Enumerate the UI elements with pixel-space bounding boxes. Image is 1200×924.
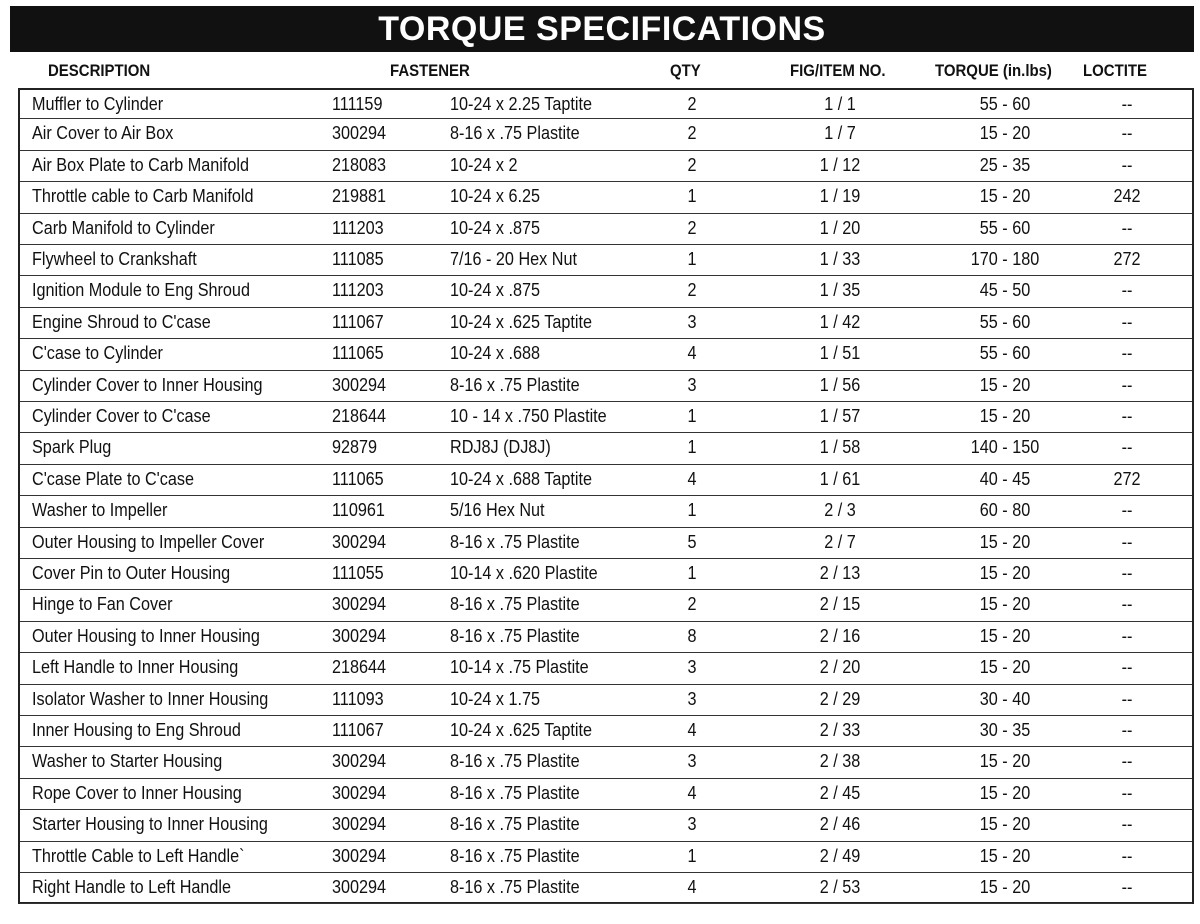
row-torque: 15 - 20 — [979, 123, 1031, 144]
row-loctite: -- — [1121, 657, 1133, 678]
row-qty: 5 — [687, 531, 697, 552]
row-qty: 2 — [687, 154, 697, 175]
row-torque: 30 - 35 — [979, 720, 1031, 740]
header-description: DESCRIPTION — [48, 61, 151, 80]
row-fastener-spec: 8-16 x .75 Plastite — [450, 123, 580, 144]
row-part-number: 300294 — [332, 877, 387, 897]
row-part-number: 111085 — [332, 249, 384, 269]
row-loctite: -- — [1121, 217, 1133, 238]
table-row — [20, 747, 1192, 778]
row-fig-item: 2 / 16 — [819, 625, 861, 646]
table-row — [20, 465, 1192, 496]
row-loctite: -- — [1121, 688, 1133, 709]
row-fig-item: 2 / 20 — [819, 657, 861, 678]
row-description: Starter Housing to Inner Housing — [32, 814, 268, 835]
row-torque: 15 - 20 — [979, 877, 1031, 897]
row-description: C'case Plate to C'case — [32, 468, 194, 489]
row-loctite: -- — [1121, 625, 1133, 646]
row-fastener-spec: 10-24 x 1.75 — [450, 688, 541, 709]
row-fig-item: 1 / 20 — [819, 217, 861, 238]
row-loctite: -- — [1121, 877, 1133, 897]
row-description: Throttle Cable to Left Handle` — [32, 845, 245, 866]
row-fig-item: 2 / 3 — [824, 500, 856, 521]
row-fastener-spec: 10-24 x .688 Taptite — [450, 468, 593, 489]
row-qty: 4 — [687, 877, 697, 897]
row-torque: 140 - 150 — [970, 437, 1040, 458]
row-qty: 1 — [687, 249, 697, 269]
table-row — [20, 622, 1192, 653]
row-part-number: 111203 — [332, 280, 384, 301]
row-fig-item: 1 / 12 — [819, 154, 861, 175]
table-row — [20, 371, 1192, 402]
row-qty: 1 — [687, 563, 697, 583]
row-torque: 15 - 20 — [979, 563, 1031, 583]
table-row — [20, 779, 1192, 810]
page-title: TORQUE SPECIFICATIONS — [378, 10, 826, 48]
row-fig-item: 1 / 57 — [819, 406, 861, 426]
row-fig-item: 1 / 51 — [819, 343, 861, 364]
row-qty: 3 — [687, 657, 697, 678]
row-description: Throttle cable to Carb Manifold — [32, 186, 254, 207]
row-fastener-spec: 7/16 - 20 Hex Nut — [450, 249, 577, 269]
row-loctite: -- — [1121, 594, 1133, 615]
row-fig-item: 2 / 45 — [819, 782, 861, 803]
row-fastener-spec: 10-24 x 2 — [450, 154, 518, 175]
row-description: Washer to Impeller — [32, 500, 168, 521]
row-part-number: 300294 — [332, 123, 387, 144]
row-description: Cylinder Cover to C'case — [32, 406, 211, 426]
row-loctite: -- — [1121, 123, 1133, 144]
row-description: Washer to Starter Housing — [32, 751, 223, 772]
row-fastener-spec: 8-16 x .75 Plastite — [450, 814, 580, 835]
row-torque: 55 - 60 — [979, 311, 1031, 332]
row-fastener-spec: 8-16 x .75 Plastite — [450, 782, 580, 803]
row-part-number: 300294 — [332, 782, 387, 803]
row-fig-item: 1 / 58 — [819, 437, 861, 458]
table-row — [20, 182, 1192, 213]
row-qty: 2 — [687, 280, 697, 301]
row-fastener-spec: 10-24 x 6.25 — [450, 186, 541, 207]
row-qty: 3 — [687, 374, 697, 395]
row-loctite: -- — [1121, 406, 1133, 426]
row-torque: 25 - 35 — [979, 154, 1031, 175]
row-fig-item: 1 / 42 — [819, 311, 861, 332]
row-loctite: -- — [1121, 720, 1133, 740]
row-fastener-spec: 10-24 x 2.25 Taptite — [450, 94, 593, 114]
row-fastener-spec: 8-16 x .75 Plastite — [450, 845, 580, 866]
table-row — [20, 842, 1192, 873]
row-description: Hinge to Fan Cover — [32, 594, 173, 615]
row-description: Right Handle to Left Handle — [32, 877, 232, 897]
row-part-number: 111065 — [332, 343, 384, 364]
row-part-number: 300294 — [332, 374, 387, 395]
table-row — [20, 151, 1192, 182]
table-row — [20, 308, 1192, 339]
row-description: Cylinder Cover to Inner Housing — [32, 374, 263, 395]
row-part-number: 111067 — [332, 720, 384, 740]
row-loctite: -- — [1121, 280, 1133, 301]
table-row — [20, 810, 1192, 841]
row-torque: 55 - 60 — [979, 343, 1031, 364]
row-qty: 1 — [687, 437, 697, 458]
row-loctite: 272 — [1113, 468, 1141, 489]
row-qty: 4 — [687, 343, 697, 364]
row-part-number: 300294 — [332, 751, 387, 772]
row-loctite: 272 — [1113, 249, 1141, 269]
row-part-number: 111067 — [332, 311, 384, 332]
row-torque: 15 - 20 — [979, 594, 1031, 615]
row-fig-item: 2 / 29 — [819, 688, 861, 709]
row-part-number: 111093 — [332, 688, 384, 709]
row-description: C'case to Cylinder — [32, 343, 163, 364]
row-part-number: 218083 — [332, 154, 387, 175]
row-loctite: -- — [1121, 311, 1133, 332]
table-row — [20, 496, 1192, 527]
row-fastener-spec: 8-16 x .75 Plastite — [450, 751, 580, 772]
row-part-number: 218644 — [332, 406, 387, 426]
row-description: Muffler to Cylinder — [32, 94, 164, 114]
row-fig-item: 2 / 49 — [819, 845, 861, 866]
header-fig-item: FIG/ITEM NO. — [790, 61, 886, 80]
row-torque: 55 - 60 — [979, 94, 1031, 114]
spec-table — [18, 88, 1194, 904]
row-torque: 15 - 20 — [979, 374, 1031, 395]
row-qty: 1 — [687, 186, 697, 207]
row-part-number: 111055 — [332, 563, 384, 583]
header-loctite: LOCTITE — [1083, 61, 1147, 80]
row-loctite: -- — [1121, 563, 1133, 583]
row-description: Ignition Module to Eng Shroud — [32, 280, 250, 301]
torque-spec-sheet — [10, 6, 1194, 912]
row-fig-item: 2 / 53 — [819, 877, 861, 897]
row-description: Outer Housing to Inner Housing — [32, 625, 260, 646]
header-fastener: FASTENER — [390, 61, 470, 80]
row-description: Flywheel to Crankshaft — [32, 249, 197, 269]
row-fastener-spec: 8-16 x .75 Plastite — [450, 374, 580, 395]
row-fig-item: 2 / 13 — [819, 563, 861, 583]
row-fig-item: 1 / 33 — [819, 249, 861, 269]
row-fig-item: 1 / 35 — [819, 280, 861, 301]
table-row — [20, 245, 1192, 276]
row-part-number: 219881 — [332, 186, 387, 207]
row-torque: 15 - 20 — [979, 751, 1031, 772]
table-header — [10, 56, 1194, 88]
row-fastener-spec: 8-16 x .75 Plastite — [450, 531, 580, 552]
table-row — [20, 559, 1192, 590]
row-loctite: -- — [1121, 782, 1133, 803]
row-description: Inner Housing to Eng Shroud — [32, 720, 241, 740]
table-row — [20, 716, 1192, 747]
row-torque: 15 - 20 — [979, 657, 1031, 678]
row-fig-item: 1 / 61 — [819, 468, 861, 489]
row-qty: 8 — [687, 625, 697, 646]
row-fig-item: 2 / 33 — [819, 720, 861, 740]
row-qty: 4 — [687, 468, 697, 489]
row-part-number: 218644 — [332, 657, 387, 678]
row-loctite: -- — [1121, 845, 1133, 866]
row-fastener-spec: 8-16 x .75 Plastite — [450, 594, 580, 615]
row-loctite: -- — [1121, 343, 1133, 364]
table-row — [20, 685, 1192, 716]
row-loctite: -- — [1121, 437, 1133, 458]
row-fig-item: 1 / 7 — [824, 123, 856, 144]
row-part-number: 111159 — [332, 94, 383, 114]
row-torque: 45 - 50 — [979, 280, 1031, 301]
table-row — [20, 528, 1192, 559]
row-part-number: 92879 — [332, 437, 378, 458]
table-row — [20, 433, 1192, 464]
row-torque: 60 - 80 — [979, 500, 1031, 521]
table-row — [20, 590, 1192, 621]
row-description: Spark Plug — [32, 437, 112, 458]
row-description: Isolator Washer to Inner Housing — [32, 688, 269, 709]
row-description: Outer Housing to Impeller Cover — [32, 531, 265, 552]
header-qty: QTY — [670, 61, 701, 80]
row-part-number: 300294 — [332, 531, 387, 552]
row-fastener-spec: 10-24 x .875 — [450, 280, 541, 301]
row-qty: 2 — [687, 94, 697, 114]
row-qty: 4 — [687, 720, 697, 740]
row-fig-item: 1 / 56 — [819, 374, 861, 395]
row-description: Carb Manifold to Cylinder — [32, 217, 215, 238]
row-loctite: -- — [1121, 374, 1133, 395]
header-torque: TORQUE (in.lbs) — [935, 61, 1052, 80]
row-description: Left Handle to Inner Housing — [32, 657, 239, 678]
row-qty: 2 — [687, 594, 697, 615]
row-torque: 15 - 20 — [979, 625, 1031, 646]
row-torque: 15 - 20 — [979, 782, 1031, 803]
row-torque: 15 - 20 — [979, 845, 1031, 866]
row-torque: 15 - 20 — [979, 531, 1031, 552]
table-row — [20, 339, 1192, 370]
row-qty: 2 — [687, 217, 697, 238]
row-fig-item: 2 / 46 — [819, 814, 861, 835]
row-fig-item: 2 / 38 — [819, 751, 861, 772]
row-fastener-spec: 5/16 Hex Nut — [450, 500, 545, 521]
row-torque: 55 - 60 — [979, 217, 1031, 238]
row-description: Air Box Plate to Carb Manifold — [32, 154, 250, 175]
row-loctite: -- — [1121, 751, 1133, 772]
row-description: Rope Cover to Inner Housing — [32, 782, 242, 803]
row-part-number: 111065 — [332, 468, 384, 489]
row-qty: 3 — [687, 688, 697, 709]
row-fig-item: 1 / 19 — [819, 186, 861, 207]
row-part-number: 300294 — [332, 814, 387, 835]
row-fastener-spec: 10 - 14 x .750 Plastite — [450, 406, 607, 426]
row-description: Air Cover to Air Box — [32, 123, 174, 144]
row-qty: 4 — [687, 782, 697, 803]
row-qty: 1 — [687, 845, 697, 866]
row-fastener-spec: 8-16 x .75 Plastite — [450, 625, 580, 646]
table-row — [20, 402, 1192, 433]
row-torque: 170 - 180 — [970, 249, 1040, 269]
row-torque: 40 - 45 — [979, 468, 1031, 489]
row-fig-item: 2 / 7 — [824, 531, 856, 552]
row-fastener-spec: 10-24 x .688 — [450, 343, 541, 364]
title-bar — [10, 6, 1194, 52]
row-loctite: -- — [1121, 500, 1133, 521]
row-loctite: -- — [1121, 531, 1133, 552]
row-qty: 1 — [687, 500, 697, 521]
row-torque: 30 - 40 — [979, 688, 1031, 709]
row-part-number: 300294 — [332, 625, 387, 646]
row-loctite: -- — [1121, 814, 1133, 835]
row-loctite: -- — [1121, 154, 1133, 175]
row-torque: 15 - 20 — [979, 186, 1031, 207]
row-qty: 1 — [687, 406, 697, 426]
row-loctite: 242 — [1113, 186, 1141, 207]
table-row — [20, 214, 1192, 245]
row-part-number: 300294 — [332, 594, 387, 615]
row-fastener-spec: 10-24 x .875 — [450, 217, 541, 238]
table-row — [20, 119, 1192, 150]
row-part-number: 300294 — [332, 845, 387, 866]
row-fastener-spec: 8-16 x .75 Plastite — [450, 877, 580, 897]
row-fig-item: 2 / 15 — [819, 594, 861, 615]
row-part-number: 110961 — [332, 500, 385, 521]
row-loctite: -- — [1121, 94, 1133, 114]
row-torque: 15 - 20 — [979, 814, 1031, 835]
row-fastener-spec: 10-14 x .620 Plastite — [450, 563, 598, 583]
row-qty: 3 — [687, 311, 697, 332]
row-qty: 3 — [687, 751, 697, 772]
row-qty: 3 — [687, 814, 697, 835]
row-fastener-spec: RDJ8J (DJ8J) — [450, 437, 551, 458]
row-description: Engine Shroud to C'case — [32, 311, 211, 332]
row-description: Cover Pin to Outer Housing — [32, 563, 231, 583]
row-fastener-spec: 10-24 x .625 Taptite — [450, 720, 593, 740]
row-fastener-spec: 10-24 x .625 Taptite — [450, 311, 593, 332]
table-row — [20, 276, 1192, 307]
table-row — [20, 873, 1192, 904]
row-torque: 15 - 20 — [979, 406, 1031, 426]
row-fig-item: 1 / 1 — [824, 94, 856, 114]
row-qty: 2 — [687, 123, 697, 144]
table-row — [20, 653, 1192, 684]
table-row — [20, 88, 1192, 119]
row-fastener-spec: 10-14 x .75 Plastite — [450, 657, 589, 678]
row-part-number: 111203 — [332, 217, 384, 238]
